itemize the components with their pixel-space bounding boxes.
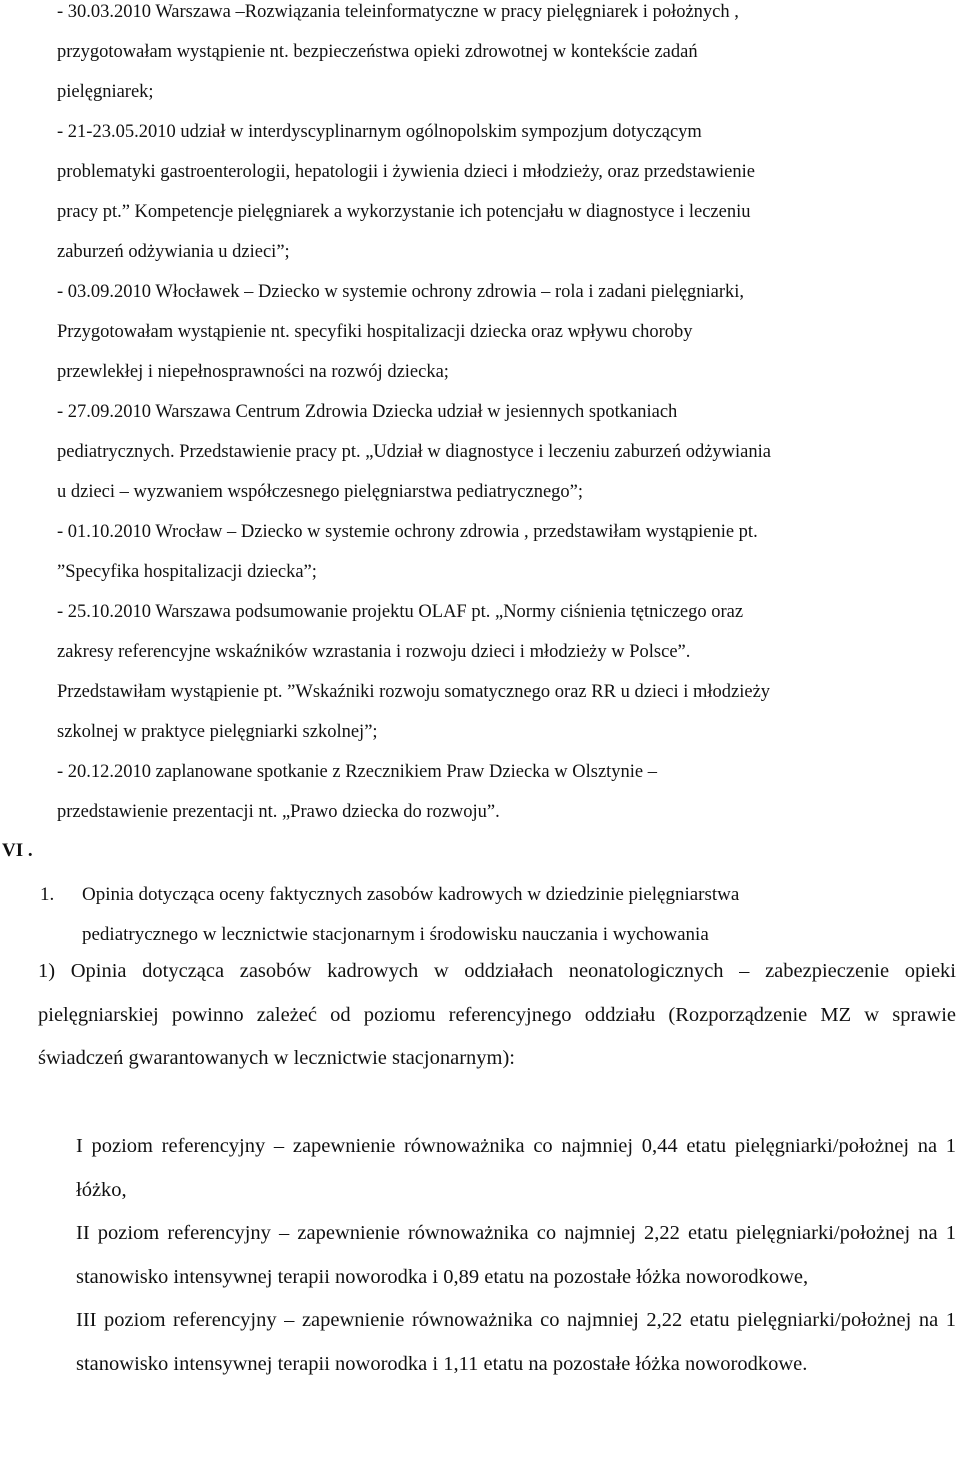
reference-level: III poziom referencyjny – zapewnienie równoważnika co najmniej 2,22 etatu pielęgniarki/położnej na 1 stanowisko intensywnej terapii noworodka i 1,11 etatu na pozostałe łóżka noworodkowe. — [76, 1309, 956, 1375]
entry-line: - 27.09.2010 Warszawa Centrum Zdrowia Dziecka udział w jesiennych spotkaniach — [57, 402, 678, 422]
entry-line: - 21-23.05.2010 udział w interdyscyplinarnym ogólnopolskim sympozjum dotyczącym — [57, 122, 702, 142]
activity-list — [57, 0, 957, 832]
opinion-block — [38, 950, 956, 1081]
activity-entry — [57, 512, 957, 592]
entry-line: u dzieci – wyzwaniem współczesnego pielęgniarstwa pediatrycznego”; — [57, 482, 584, 502]
entry-line: zakresy referencyjne wskaźników wzrastania i rozwoju dzieci i młodzieży w Polsce”. — [57, 642, 691, 662]
activity-entry — [57, 592, 957, 752]
activity-entry — [57, 272, 957, 392]
section-heading: VI . — [2, 840, 33, 861]
entry-line: Przedstawiłam wystąpienie pt. ”Wskaźniki rozwoju somatycznego oraz RR u dzieci i młodzieży — [57, 682, 771, 702]
entry-line: - 20.12.2010 zaplanowane spotkanie z Rzecznikiem Praw Dziecka w Olsztynie – — [57, 762, 658, 782]
activity-entry — [57, 752, 957, 832]
entry-line: - 30.03.2010 Warszawa –Rozwiązania teleinformatyczne w pracy pielęgniarek i położnych , — [57, 2, 739, 22]
entry-line: przygotowałam wystąpienie nt. bezpieczeństwa opieki zdrowotnej w kontekście zadań — [57, 42, 698, 62]
entry-line: szkolnej w praktyce pielęgniarki szkolnej”; — [57, 722, 378, 742]
entry-line: pediatrycznych. Przedstawienie pracy pt. „Udział w diagnostyce i leczeniu zaburzeń odżywiania — [57, 442, 771, 462]
entry-line: zaburzeń odżywiania u dzieci”; — [57, 242, 290, 262]
activity-entry — [57, 392, 957, 512]
opinion-paragraph: 1) Opinia dotycząca zasobów kadrowych w oddziałach neonatologicznych – zabezpieczenie opieki pielęgniarskiej powinno zależeć od poziomu referencyjnego oddziału (Rozporządzenie MZ w sprawie świadczeń gwarantowanych w lecznictwie stacjonarnym): — [38, 960, 956, 1069]
entry-line: - 25.10.2010 Warszawa podsumowanie projektu OLAF pt. „Normy ciśnienia tętniczego oraz — [57, 602, 744, 622]
entry-line: - 01.10.2010 Wrocław – Dziecko w systemie ochrony zdrowia , przedstawiłam wystąpienie pt. — [57, 522, 758, 542]
item-line: pediatrycznego w lecznictwie stacjonarnym i środowisku nauczania i wychowania — [82, 924, 709, 945]
item-line: Opinia dotycząca oceny faktycznych zasobów kadrowych w dziedzinie pielęgniarstwa — [82, 884, 740, 905]
entry-line: przewlekłej i niepełnosprawności na rozwój dziecka; — [57, 362, 449, 382]
reference-level: I poziom referencyjny – zapewnienie równoważnika co najmniej 0,44 etatu pielęgniarki/położnej na 1 łóżko, — [76, 1135, 956, 1201]
entry-line: pracy pt.” Kompetencje pielęgniarek a wykorzystanie ich potencjału w diagnostyce i leczeniu — [57, 202, 751, 222]
item-number: 1. — [40, 884, 55, 905]
reference-level: II poziom referencyjny – zapewnienie równoważnika co najmniej 2,22 etatu pielęgniarki/położnej na 1 stanowisko intensywnej terapii noworodka i 0,89 etatu na pozostałe łóżka noworodkowe, — [76, 1222, 956, 1288]
entry-line: problematyki gastroenterologii, hepatologii i żywienia dzieci i młodzieży, oraz przedstawienie — [57, 162, 755, 182]
entry-line: pielęgniarek; — [57, 82, 154, 102]
reference-levels — [76, 1125, 956, 1386]
entry-line: przedstawienie prezentacji nt. „Prawo dziecka do rozwoju”. — [57, 802, 500, 822]
entry-line: - 03.09.2010 Włocławek – Dziecko w systemie ochrony zdrowia – rola i zadani pielęgniarki, — [57, 282, 745, 302]
entry-line: Przygotowałam wystąpienie nt. specyfiki hospitalizacji dziecka oraz wpływu choroby — [57, 322, 693, 342]
activity-entry — [57, 0, 957, 112]
item-text — [82, 875, 739, 955]
activity-entry — [57, 112, 957, 272]
entry-line: ”Specyfika hospitalizacji dziecka”; — [57, 562, 317, 582]
